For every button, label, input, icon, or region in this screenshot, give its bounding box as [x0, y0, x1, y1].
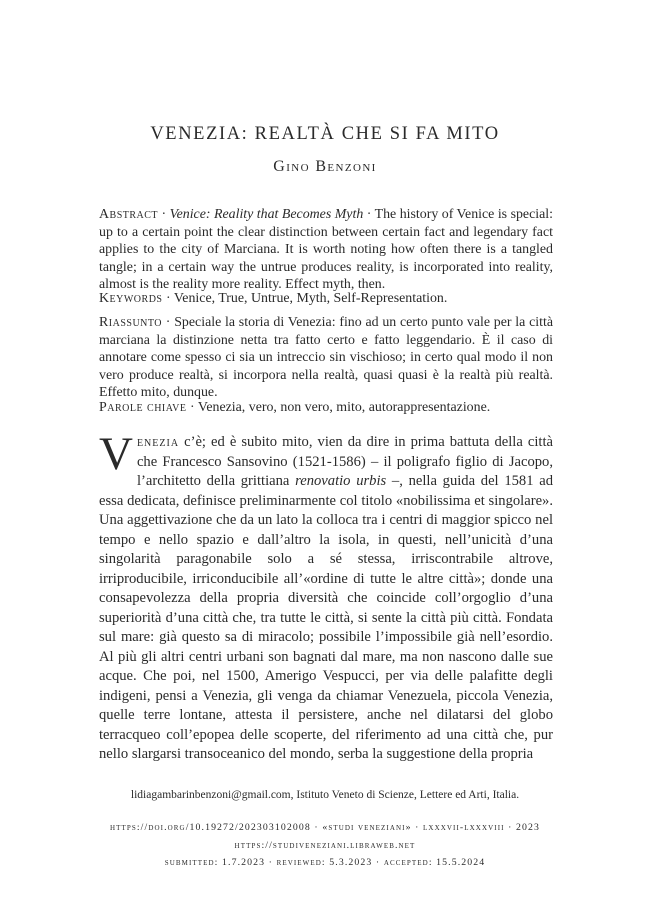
keywords-text: Venice, True, Untrue, Myth, Self-Representation.	[173, 291, 448, 306]
keywords-sep: ·	[162, 291, 174, 306]
riassunto-text: Speciale la storia di Venezia: fino ad un certo punto vale per la città marciana la distinzione netta tra fatto certo e fatto leggendario. È il caso di annotare come spesso ci sia un intreccio sin vischioso; in certo qual modo il non vero produce realtà, si incorpora nella realtà, quasi quasi è la realtà più realtà. Effetto mito, dunque.	[99, 315, 553, 400]
submission-dates: submitted: 1.7.2023 · reviewed: 5.3.2023 · accepted: 15.5.2024	[164, 857, 486, 868]
keywords-label: Keywords	[99, 291, 163, 306]
first-word: enezia	[136, 434, 180, 450]
riassunto-sep: ·	[162, 315, 175, 330]
body-italic: renovatio urbis	[295, 473, 387, 489]
abstract-sep: ·	[158, 207, 170, 222]
body-text-a: c’è; ed è subito mito, vien da dire in prima battuta della città che Francesco Sansovino (1521-1586) – il poligrafo figlio di Jacopo, l’architetto della grittiana	[136, 434, 553, 489]
abstract-text: The history of Venice is special: up to a certain point the clear distinction between certain fact and legendary fact applies to the city of Marciana. It is worth noting how often there is a tangled tangle; in a certain way the untrue produces reality, is incorporated into reality, almost is the reality more reality. Effect myth, then.	[99, 207, 553, 292]
body-text	[99, 428, 553, 765]
parole-chiave	[99, 399, 553, 417]
abstract-english-title: Venice: Reality that Becomes Myth	[169, 207, 364, 222]
doi-line[interactable]: https://doi.org/10.19272/202303102008 · «studi veneziani» · lxxxvii-lxxxviii · 2023	[109, 822, 541, 833]
parole-text: Venezia, vero, non vero, mito, autorappresentazione.	[197, 400, 491, 415]
parole-label: Parole chiave	[99, 400, 187, 415]
parole-sep: ·	[186, 400, 198, 415]
abstract-label: Abstract	[99, 207, 159, 222]
body-text-b: –, nella guida del 1581 ad essa dedicata, definisce preliminarmente col titolo «nobilissima et singolare». Una aggettivazione che da un lato la colloca tra i centri di maggior spicco nel tempo e nello spazio e dall’altro la isola, in questi, nell’unicità d’una singolarità paragonabile solo a sé stessa, irriscontrabile altrove, irriproducibile, irriconducibile all’«ordine di tutte le altre città»; donde una consapevolezza della propria diversità che coincide coll’orgoglio d’una superiorità d’una città che, tra tutte le città, si sente la città più città. Fondata sul mare: già questo sa di miracolo; possibile l’impossibile già nell’esordio. Al più gli altri centri urbani son bagnati dal mare, ma non nascono dalle sue acque. Che poi, nel 1500, Amerigo Vespucci, per via delle palafitte degli indigeni, pensi a Venezia, gli venga da chiamar Venezuela, piccola Venezia, quelle terre lontane, attesta il persistere, anche nel dilatarsi del globo terracqueo coll’epopea delle scoperte, del riferimento ad una città che, pur nello slargarsi transoceanico del mondo, serba la suggestione della propria	[99, 473, 553, 762]
riassunto-label: Riassunto	[99, 315, 163, 330]
keywords	[99, 290, 553, 308]
riassunto	[99, 314, 553, 402]
abstract-sep-2: ·	[363, 207, 375, 222]
drop-cap: V	[99, 428, 133, 480]
author-name: Gino Benzoni	[273, 158, 377, 175]
paper-title: VENEZIA: REALTÀ CHE SI FA MITO	[150, 124, 500, 144]
journal-url[interactable]: https://studiveneziani.libraweb.net	[234, 840, 416, 851]
author-affiliation-footnote: lidiagambarinbenzoni@gmail.com, Istituto Veneto di Scienze, Lettere ed Arti, Italia.	[130, 789, 520, 801]
abstract	[99, 206, 553, 294]
